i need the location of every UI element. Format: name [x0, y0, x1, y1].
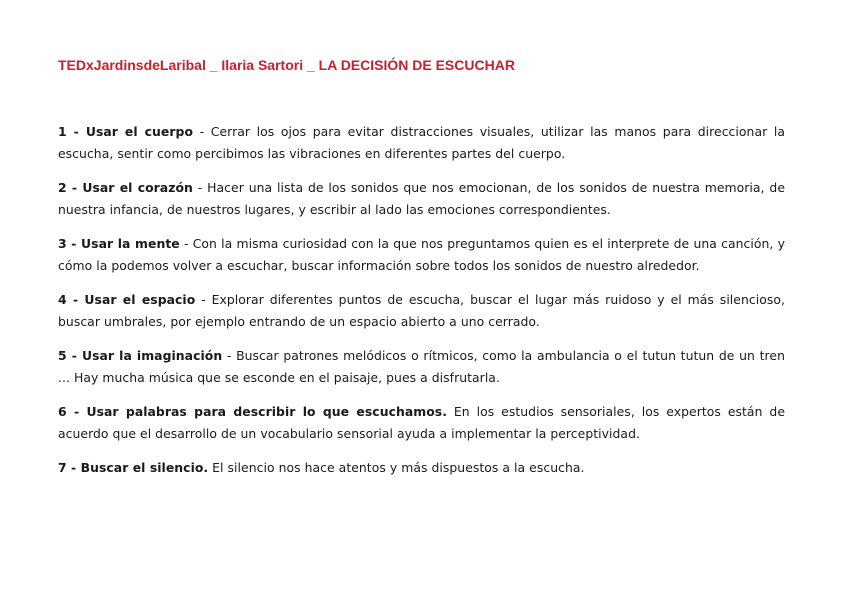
paragraph-text: - Buscar patrones melódicos o rítmicos, como la ambulancia o el tutun tutun de un tren ... Hay mucha música que se esconde en el paisaje, pues a disfrutarla.: [58, 348, 785, 385]
paragraph-heading: 6 - Usar palabras para describir lo que escuchamos.: [58, 404, 447, 419]
paragraph-text: - Cerrar los ojos para evitar distracciones visuales, utilizar las manos para direccionar la escucha, sentir como percibimos las vibraciones en diferentes partes del cuerpo.: [58, 124, 785, 161]
paragraph-usar-el-corazon: [58, 177, 785, 221]
paragraph-text: - Explorar diferentes puntos de escucha, buscar el lugar más ruidoso y el más silencioso, buscar umbrales, por ejemplo entrando de un espacio abierto a uno cerrado.: [58, 292, 785, 329]
paragraph-usar-la-imaginacion: [58, 345, 785, 389]
paragraph-usar-el-espacio: [58, 289, 785, 333]
paragraph-usar-la-mente: [58, 233, 785, 277]
paragraph-heading: 2 - Usar el corazón: [58, 180, 193, 195]
paragraph-text: En los estudios sensoriales, los expertos están de acuerdo que el desarrollo de un vocabulario sensorial ayuda a implementar la perceptividad.: [58, 404, 785, 441]
paragraph-heading: 1 - Usar el cuerpo: [58, 124, 194, 139]
paragraph-usar-palabras: [58, 401, 785, 445]
document-body: [58, 121, 785, 491]
paragraph-heading: 3 - Usar la mente: [58, 236, 180, 251]
paragraph-text: - Con la misma curiosidad con la que nos preguntamos quien es el interprete de una canción, y cómo la podemos volver a escuchar, buscar información sobre todos los sonidos de nuestro alrededor.: [58, 236, 785, 273]
paragraph-heading: 7 - Buscar el silencio.: [58, 460, 209, 475]
paragraph-usar-el-cuerpo: [58, 121, 785, 165]
paragraph-text: - Hacer una lista de los sonidos que nos emocionan, de los sonidos de nuestra memoria, de nuestra infancia, de nuestros lugares, y escribir al lado las emociones correspondientes.: [58, 180, 786, 217]
paragraph-heading: 4 - Usar el espacio: [58, 292, 196, 307]
paragraph-buscar-el-silencio: [58, 457, 785, 479]
paragraph-text: El silencio nos hace atentos y más dispuestos a la escucha.: [208, 460, 585, 475]
document-title: TEDxJardinsdeLaribal _ Ilaria Sartori _ LA DECISIÓN DE ESCUCHAR: [58, 57, 515, 73]
paragraph-heading: 5 - Usar la imaginación: [58, 348, 223, 363]
